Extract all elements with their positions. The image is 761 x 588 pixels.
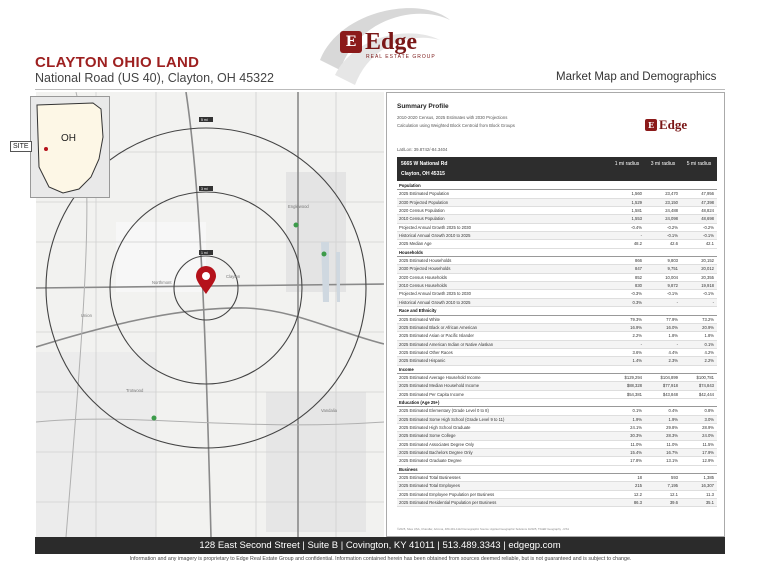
row-value: 11.5% (702, 441, 714, 447)
row-label: 2025 Estimated Population (399, 191, 450, 197)
row-value: 1,560 (631, 191, 642, 197)
table-row (397, 407, 717, 415)
place-label: Vandalia (321, 408, 337, 413)
place-label: Northmont (152, 280, 172, 285)
row-label: 2010 Census Population (399, 216, 445, 222)
row-value: 1,385 (703, 475, 714, 481)
row-value: -0.1% (667, 233, 678, 239)
table-row (397, 290, 717, 298)
park-marker-icon (294, 223, 299, 228)
row-value: 73.2% (702, 316, 714, 322)
row-value: 9,751 (667, 266, 678, 272)
profile-title: Summary Profile (397, 103, 449, 110)
row-value: 0.1% (632, 408, 642, 414)
row-label: 2025 Estimated Some High School (Grade Level 9 to 11) (399, 416, 505, 422)
row-value: 3.6% (632, 349, 642, 355)
site-address: 5665 W National Rd (401, 161, 448, 167)
row-value: - (640, 233, 642, 239)
row-label: 2025 Estimated Graduate Degree (399, 458, 462, 464)
row-value: 10,004 (665, 274, 678, 280)
table-row (397, 432, 717, 440)
lat-lon: Lat/Lon: 39.8742/-84.3404 (397, 147, 448, 152)
row-value: $100,781 (696, 374, 714, 380)
site-callout: SITE (10, 141, 32, 152)
row-value: 48,698 (701, 216, 714, 222)
section-heading-label: Income (399, 366, 414, 372)
table-row (397, 499, 717, 507)
row-label: 2025 Estimated Some College (399, 433, 456, 439)
row-value: - (676, 299, 678, 305)
table-row (397, 424, 717, 432)
place-label: Trotwood (126, 388, 144, 393)
row-value: 77.9% (666, 316, 678, 322)
table-row (397, 274, 717, 282)
column-header: 3 mi radius (650, 161, 676, 167)
table-row (397, 199, 717, 207)
row-value: 15.4% (630, 450, 642, 455)
row-value: 1.4% (632, 358, 642, 364)
column-header: 1 mi radius (614, 161, 640, 167)
row-value: 47,398 (701, 199, 714, 205)
row-label: 2025 Median Age (399, 241, 432, 247)
table-row (397, 491, 717, 499)
row-value: 12.2 (633, 491, 642, 497)
section-heading (397, 366, 717, 374)
table-row (397, 482, 717, 490)
row-label: Historical Annual Growth 2010 to 2025 (399, 299, 471, 305)
row-value: 3.0% (704, 416, 714, 422)
row-label: Projected Annual Growth 2025 to 2030 (399, 224, 471, 230)
row-value: - (676, 341, 678, 347)
panel-logo (645, 117, 687, 133)
row-label: 2030 Projected Households (399, 266, 451, 272)
ring-label-1mi: 1 mi (201, 251, 208, 255)
row-value: 24,488 (665, 208, 678, 214)
edge-logo (340, 29, 436, 60)
row-label: 2025 Estimated Asian or Pacific Islander (399, 333, 474, 339)
table-row (397, 391, 717, 399)
row-value: $129,294 (624, 374, 642, 380)
row-value: 19,918 (701, 283, 714, 289)
row-value: 4.2% (704, 349, 714, 355)
row-value: 0.8% (704, 408, 714, 414)
section-heading-label: Households (399, 249, 423, 255)
table-row (397, 382, 717, 390)
logo-mark-icon: E (340, 31, 362, 53)
section-heading (397, 307, 717, 315)
row-label: 2025 Estimated White (399, 316, 440, 322)
row-value: 48,824 (701, 208, 714, 214)
section-heading (397, 466, 717, 474)
row-value: $88,328 (626, 383, 642, 389)
row-label: 2025 Estimated Average Household Income (399, 374, 481, 380)
section-heading-label: Education (Age 25+) (399, 399, 440, 405)
site-city: Clayton, OH 45315 (401, 171, 445, 177)
place-label: Clayton (226, 274, 241, 279)
demographics-panel (386, 92, 725, 537)
table-row (397, 257, 717, 265)
row-value: 2.2% (704, 358, 714, 364)
row-value: 1.8% (668, 333, 678, 339)
property-address: National Road (US 40), Clayton, OH 45322 (35, 71, 275, 85)
row-value: 28.9% (702, 424, 714, 430)
row-label: 2025 Estimated Associates Degree Only (399, 441, 474, 447)
row-value: 47,956 (701, 191, 714, 197)
table-row (397, 316, 717, 324)
table-row (397, 474, 717, 482)
row-value: 23,150 (665, 199, 678, 205)
row-value: 48.2 (633, 241, 642, 247)
row-value: 16,307 (701, 483, 714, 489)
ring-label-3mi: 3 mi (201, 187, 208, 191)
row-value: $104,899 (660, 374, 678, 380)
table-row (397, 190, 717, 198)
row-label: 2025 Estimated Bachelors Degree Only (399, 450, 473, 455)
row-value: 13.1% (666, 458, 678, 464)
row-value: 24.1% (630, 424, 642, 430)
park-marker-icon (152, 416, 157, 421)
place-label: Union (81, 313, 92, 318)
row-label: 2030 Projected Population (399, 199, 449, 205)
row-label: 2025 Estimated Other Races (399, 349, 453, 355)
logo-word: Edge (365, 29, 418, 55)
row-value: 20,012 (701, 266, 714, 272)
row-value: 1,553 (631, 216, 642, 222)
table-header (397, 157, 717, 181)
row-value: 1,529 (631, 199, 642, 205)
row-value: -0.2% (703, 224, 714, 230)
section-heading-label: Business (399, 466, 418, 472)
section-heading (397, 399, 717, 407)
row-value: 18 (637, 475, 642, 481)
table-row (397, 449, 717, 457)
row-value: 9,803 (667, 258, 678, 264)
row-value: 20.9% (702, 324, 714, 330)
section-heading-label: Population (399, 183, 421, 188)
row-value: 9,872 (667, 283, 678, 289)
row-label: 2010 Census Households (399, 283, 447, 289)
row-label: Projected Annual Growth 2025 to 2030 (399, 291, 471, 297)
row-value: 830 (635, 283, 642, 289)
row-value: -0.1% (703, 291, 714, 297)
row-value: $54,381 (626, 391, 642, 397)
row-label: 2025 Estimated Elementary (Grade Level 0 to 8) (399, 408, 489, 414)
header-divider (35, 89, 725, 90)
row-value: -0.1% (667, 291, 678, 297)
table-row (397, 240, 717, 248)
row-value: - (712, 299, 714, 305)
row-value: $43,848 (662, 391, 678, 397)
section-title: Market Map and Demographics (556, 71, 717, 83)
row-value: - (640, 341, 642, 347)
row-value: 11.0% (666, 441, 678, 447)
table-row (397, 224, 717, 232)
table-row (397, 457, 717, 465)
row-value: 17.8% (630, 458, 642, 464)
contact-bar: 128 East Second Street | Suite B | Covington, KY 41011 | 513.489.3343 | edgegp.com (35, 537, 725, 554)
section-heading (397, 249, 717, 257)
row-value: 79.3% (630, 316, 642, 322)
row-value: 1.9% (668, 416, 678, 422)
row-value: $77,918 (662, 383, 678, 389)
demographics-table (397, 182, 717, 507)
table-row (397, 374, 717, 382)
row-value: $74,843 (698, 383, 714, 389)
row-value: 852 (635, 274, 642, 280)
row-value: 42.6 (669, 241, 678, 247)
row-label: Historical Annual Growth 2010 to 2025 (399, 233, 471, 239)
table-row (397, 441, 717, 449)
table-row (397, 357, 717, 365)
row-value: -0.3% (631, 291, 642, 297)
ring-label-5mi: 5 mi (201, 118, 208, 122)
table-row (397, 207, 717, 215)
table-row (397, 265, 717, 273)
park-marker-icon (322, 252, 327, 257)
row-value: 86.3 (633, 500, 642, 506)
row-value: 2.3% (668, 358, 678, 364)
section-heading (397, 182, 717, 190)
table-row (397, 282, 717, 290)
row-value: 0.1% (704, 341, 714, 347)
property-title: CLAYTON OHIO LAND (35, 54, 200, 71)
row-value: 42.1 (705, 241, 714, 247)
row-value: 1,581 (631, 208, 642, 214)
row-value: 29.8% (666, 424, 678, 430)
row-value: 0.4% (668, 408, 678, 414)
row-label: 2025 Estimated High School Graduate (399, 424, 471, 430)
row-label: 2025 Estimated Households (399, 258, 452, 264)
row-value: 1.9% (632, 416, 642, 422)
table-row (397, 324, 717, 332)
row-value: 2.2% (632, 333, 642, 339)
row-label: 2025 Estimated Residential Population per Business (399, 500, 497, 506)
column-header: 5 mi radius (686, 161, 712, 167)
row-label: 2025 Estimated Total Businesses (399, 475, 461, 481)
table-row (397, 341, 717, 349)
row-value: 12.1 (669, 491, 678, 497)
disclaimer: Information and any imagery is proprietary to Edge Real Estate Group and confidential. Information contained herein has been obtained from sources deemed reliable, but is not guaranteed and is subject to change. (129, 556, 632, 562)
row-label: 2025 Estimated Black or African American (399, 324, 477, 330)
row-value: 20,152 (701, 258, 714, 264)
state-inset-map (30, 96, 110, 198)
row-value: 24.0% (702, 433, 714, 439)
table-row (397, 416, 717, 424)
row-value: -0.1% (703, 233, 714, 239)
row-label: 2025 Estimated Hispanic (399, 358, 446, 364)
row-value: 866 (635, 258, 642, 264)
row-value: $42,444 (698, 391, 714, 397)
panel-logo-mark-icon: E (645, 119, 657, 131)
row-value: 4.4% (668, 349, 678, 355)
row-value: 30.3% (630, 433, 642, 439)
row-value: 24,098 (665, 216, 678, 222)
row-value: 7,195 (667, 483, 678, 489)
profile-method-line: Calculation using Weighted Block Centroid from Block Groups (397, 123, 515, 128)
row-label: 2020 Census Households (399, 274, 447, 280)
row-value: 593 (671, 475, 678, 481)
row-value: 11.3 (706, 491, 714, 497)
section-heading-label: Race and Ethnicity (399, 308, 437, 314)
table-row (397, 232, 717, 240)
row-value: 11.0% (630, 441, 642, 447)
table-row (397, 215, 717, 223)
row-value: 35.1 (705, 500, 714, 506)
row-value: 17.9% (702, 450, 714, 455)
row-value: 28.3% (666, 433, 678, 439)
row-label: 2025 Estimated Total Employees (399, 483, 460, 489)
row-value: -0.2% (667, 224, 678, 230)
row-label: 2025 Estimated Median Household Income (399, 383, 480, 389)
row-value: 847 (635, 266, 642, 272)
row-value: -0.4% (631, 224, 642, 230)
table-row (397, 349, 717, 357)
row-label: 2025 Estimated American Indian or Native Alaskan (399, 341, 494, 347)
row-value: 215 (635, 483, 642, 489)
table-row (397, 332, 717, 340)
inset-site-dot-icon (44, 147, 48, 151)
row-value: 16.7% (666, 450, 678, 455)
row-value: 12.9% (702, 458, 714, 464)
row-value: 1.8% (704, 333, 714, 339)
row-value: 20,355 (701, 274, 714, 280)
row-value: 23,470 (665, 191, 678, 197)
row-value: 16.0% (666, 324, 678, 330)
row-value: 16.9% (630, 324, 642, 330)
row-label: 2025 Estimated Per Capita Income (399, 391, 464, 397)
row-label: 2020 Census Population (399, 208, 445, 214)
place-label: Englewood (288, 204, 309, 209)
row-value: 39.6 (669, 500, 678, 506)
profile-source-line: 2010-2020 Census, 2025 Estimates with 2030 Projections (397, 115, 508, 120)
data-source-note: ©2025, Sites USA, Chandler, Arizona, 480-491-1112 Demographic Source: Applied Geographic Solutions 4/2025, TIGER Geography - RS1 (397, 527, 569, 531)
row-value: 0.3% (632, 299, 642, 305)
logo-subtitle: REAL ESTATE GROUP (366, 54, 436, 60)
panel-logo-word: Edge (659, 117, 688, 132)
inset-state-label: OH (61, 133, 76, 144)
row-label: 2025 Estimated Employee Population per Business (399, 491, 495, 497)
table-row (397, 299, 717, 307)
